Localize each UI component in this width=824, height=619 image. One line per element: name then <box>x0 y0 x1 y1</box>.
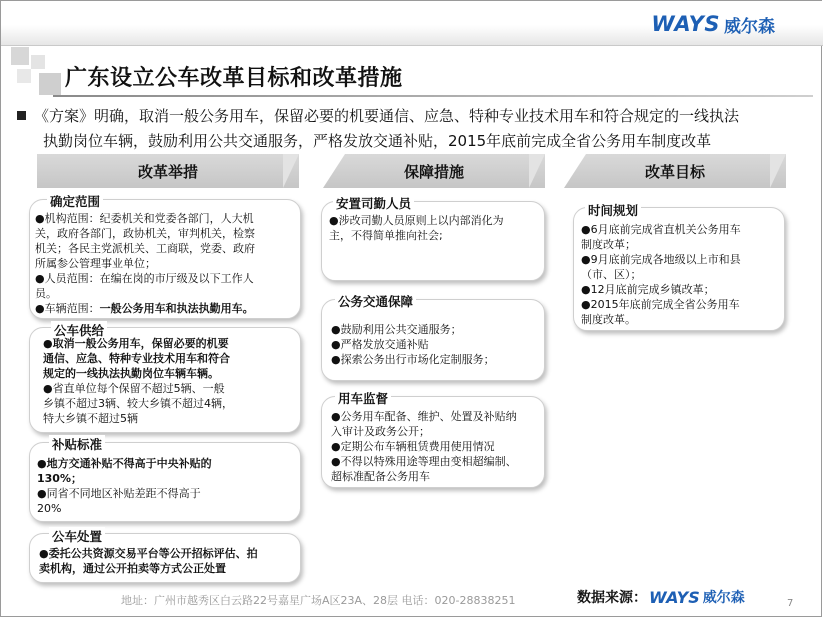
column-header-goal-label: 改革目标 <box>644 162 705 181</box>
card-supply-title: 公车供给 <box>51 321 107 339</box>
page-number: 7 <box>787 598 794 609</box>
text-line: ●地方交通补贴不得高于中央补贴的 <box>37 457 212 470</box>
text-line: 所属参公管理事业单位； <box>35 257 156 270</box>
text-line: 规定的一线执法执勤岗位车辆车辆。 <box>43 367 219 380</box>
card-staff-body <box>329 213 541 243</box>
text-line: （市、区）； <box>581 268 642 281</box>
header-arrow-shape <box>529 154 545 188</box>
card-subsidy-title: 补贴标准 <box>49 435 105 453</box>
decorative-squares <box>11 47 71 97</box>
intro-line-1: 《方案》明确，取消一般公务用车，保留必要的机要通信、应急、特种专业技术用车和符合规定的一线执法 <box>34 107 740 125</box>
title-underline <box>53 95 813 97</box>
column-header-guarantee <box>323 154 545 188</box>
text-line: 主，不得简单推向社会; <box>329 229 443 242</box>
text-line: ●鼓励利用公共交通服务； <box>331 323 462 336</box>
slide-title: 广东设立公车改革目标和改革措施 <box>65 66 403 91</box>
text-line: ●不得以特殊用途等理由变相超编制、 <box>331 455 517 468</box>
text-line: 制度改革； <box>581 238 636 251</box>
text-line: ●机构范围：纪委机关和党委各部门，人大机 <box>35 212 254 225</box>
text-line: 员。 <box>35 287 57 300</box>
card-timeline-body <box>581 222 781 327</box>
card-disposal-title: 公车处置 <box>49 527 105 545</box>
header-notch-shape <box>564 154 586 188</box>
card-supervision-title: 用车监督 <box>335 389 391 407</box>
text-line: 制度改革。 <box>581 313 636 326</box>
top-bar <box>1 1 823 46</box>
text-line: ●省直单位每个保留不超过5辆、一般 <box>43 382 225 395</box>
card-transit-title: 公务交通保障 <box>335 292 416 310</box>
text-line: ●2015年底前完成全省公务用车 <box>581 298 740 311</box>
footer-source <box>577 587 745 607</box>
text-line: 特大乡镇不超过5辆 <box>43 412 138 425</box>
card-scope-title: 确定范围 <box>47 192 103 210</box>
column-header-reform-label: 改革举措 <box>137 162 198 181</box>
column-header-reform <box>37 154 299 188</box>
logo-cn-text: 威尔森 <box>724 16 775 37</box>
text-line <box>35 301 297 316</box>
card-timeline-title: 时间规划 <box>585 201 641 219</box>
card-supervision-body <box>331 409 543 484</box>
text-line: ●12月底前完成乡镇改革； <box>581 283 715 296</box>
header-arrow-shape <box>770 154 786 188</box>
card-transit-body <box>331 322 541 367</box>
text-line: ●探索公务出行市场化定制服务； <box>331 353 495 366</box>
header-notch-shape <box>323 154 345 188</box>
text-line: ●定期公布车辆租赁费用使用情况 <box>331 440 495 453</box>
text-span-bold: 一般公务用车和执法执勤用车。 <box>99 302 254 315</box>
text-line: 20% <box>37 502 62 515</box>
text-line: 通信、应急、特种专业技术用车和符合 <box>43 352 230 365</box>
text-line: ●委托公共资源交易平台等公开招标评估、拍 <box>39 547 258 560</box>
text-line: 入审计及政务公开； <box>331 425 430 438</box>
column-header-guarantee-label: 保障措施 <box>403 162 464 181</box>
text-line: ●取消一般公务用车，保留必要的机要 <box>43 337 229 350</box>
column-header-goal <box>564 154 786 188</box>
footer-ways-cn: 威尔森 <box>702 590 745 606</box>
square-bullet-icon <box>17 111 26 120</box>
logo-ways-text: WAYS <box>651 12 720 36</box>
ways-logo <box>651 11 775 37</box>
footer-address: 地址：广州市越秀区白云路22号嘉星广场A区23A、28层 电话：020-28838251 <box>121 594 516 607</box>
text-line: ●同省不同地区补贴差距不得高于 <box>37 487 201 500</box>
card-subsidy-body <box>37 456 287 516</box>
text-line: ●9月底前完成各地级以上市和县 <box>581 253 741 266</box>
text-line: ●人员范围：在编在岗的市厅级及以下工作人 <box>35 272 254 285</box>
card-supply-body <box>43 336 293 426</box>
text-line: 乡镇不超过3辆、较大乡镇不超过4辆， <box>43 397 233 410</box>
text-line: ●6月底前完成省直机关公务用车 <box>581 223 741 236</box>
card-staff-title: 安置司勤人员 <box>333 194 414 212</box>
intro-line-2: 执勤岗位车辆，鼓励利用公共交通服务，严格发放交通补贴，2015年底前完成全省公务用车制度改革 <box>43 132 712 150</box>
text-line: 卖机构，通过公开拍卖等方式公正处置 <box>39 562 226 575</box>
intro-text <box>17 104 807 154</box>
text-line: 超标准配备公务用车 <box>331 470 430 483</box>
text-line: ●公务用车配备、维护、处置及补贴纳 <box>331 410 517 423</box>
footer-ways-logo: WAYS <box>649 587 700 607</box>
footer-source-label: 数据来源： <box>577 590 647 606</box>
card-scope-body <box>35 211 297 316</box>
text-span: ●车辆范围： <box>35 302 100 315</box>
card-disposal-body <box>39 546 301 576</box>
text-line: ●严格发放交通补贴 <box>331 338 429 351</box>
text-line: 130%； <box>37 472 82 485</box>
text-line: 机关；各民主党派机关、工商联，党委、政府 <box>35 242 255 255</box>
text-line: 关，政府各部门，政协机关，审判机关，检察 <box>35 227 255 240</box>
header-arrow-shape <box>283 154 299 188</box>
text-line: ●涉改司勤人员原则上以内部消化为 <box>329 214 504 227</box>
